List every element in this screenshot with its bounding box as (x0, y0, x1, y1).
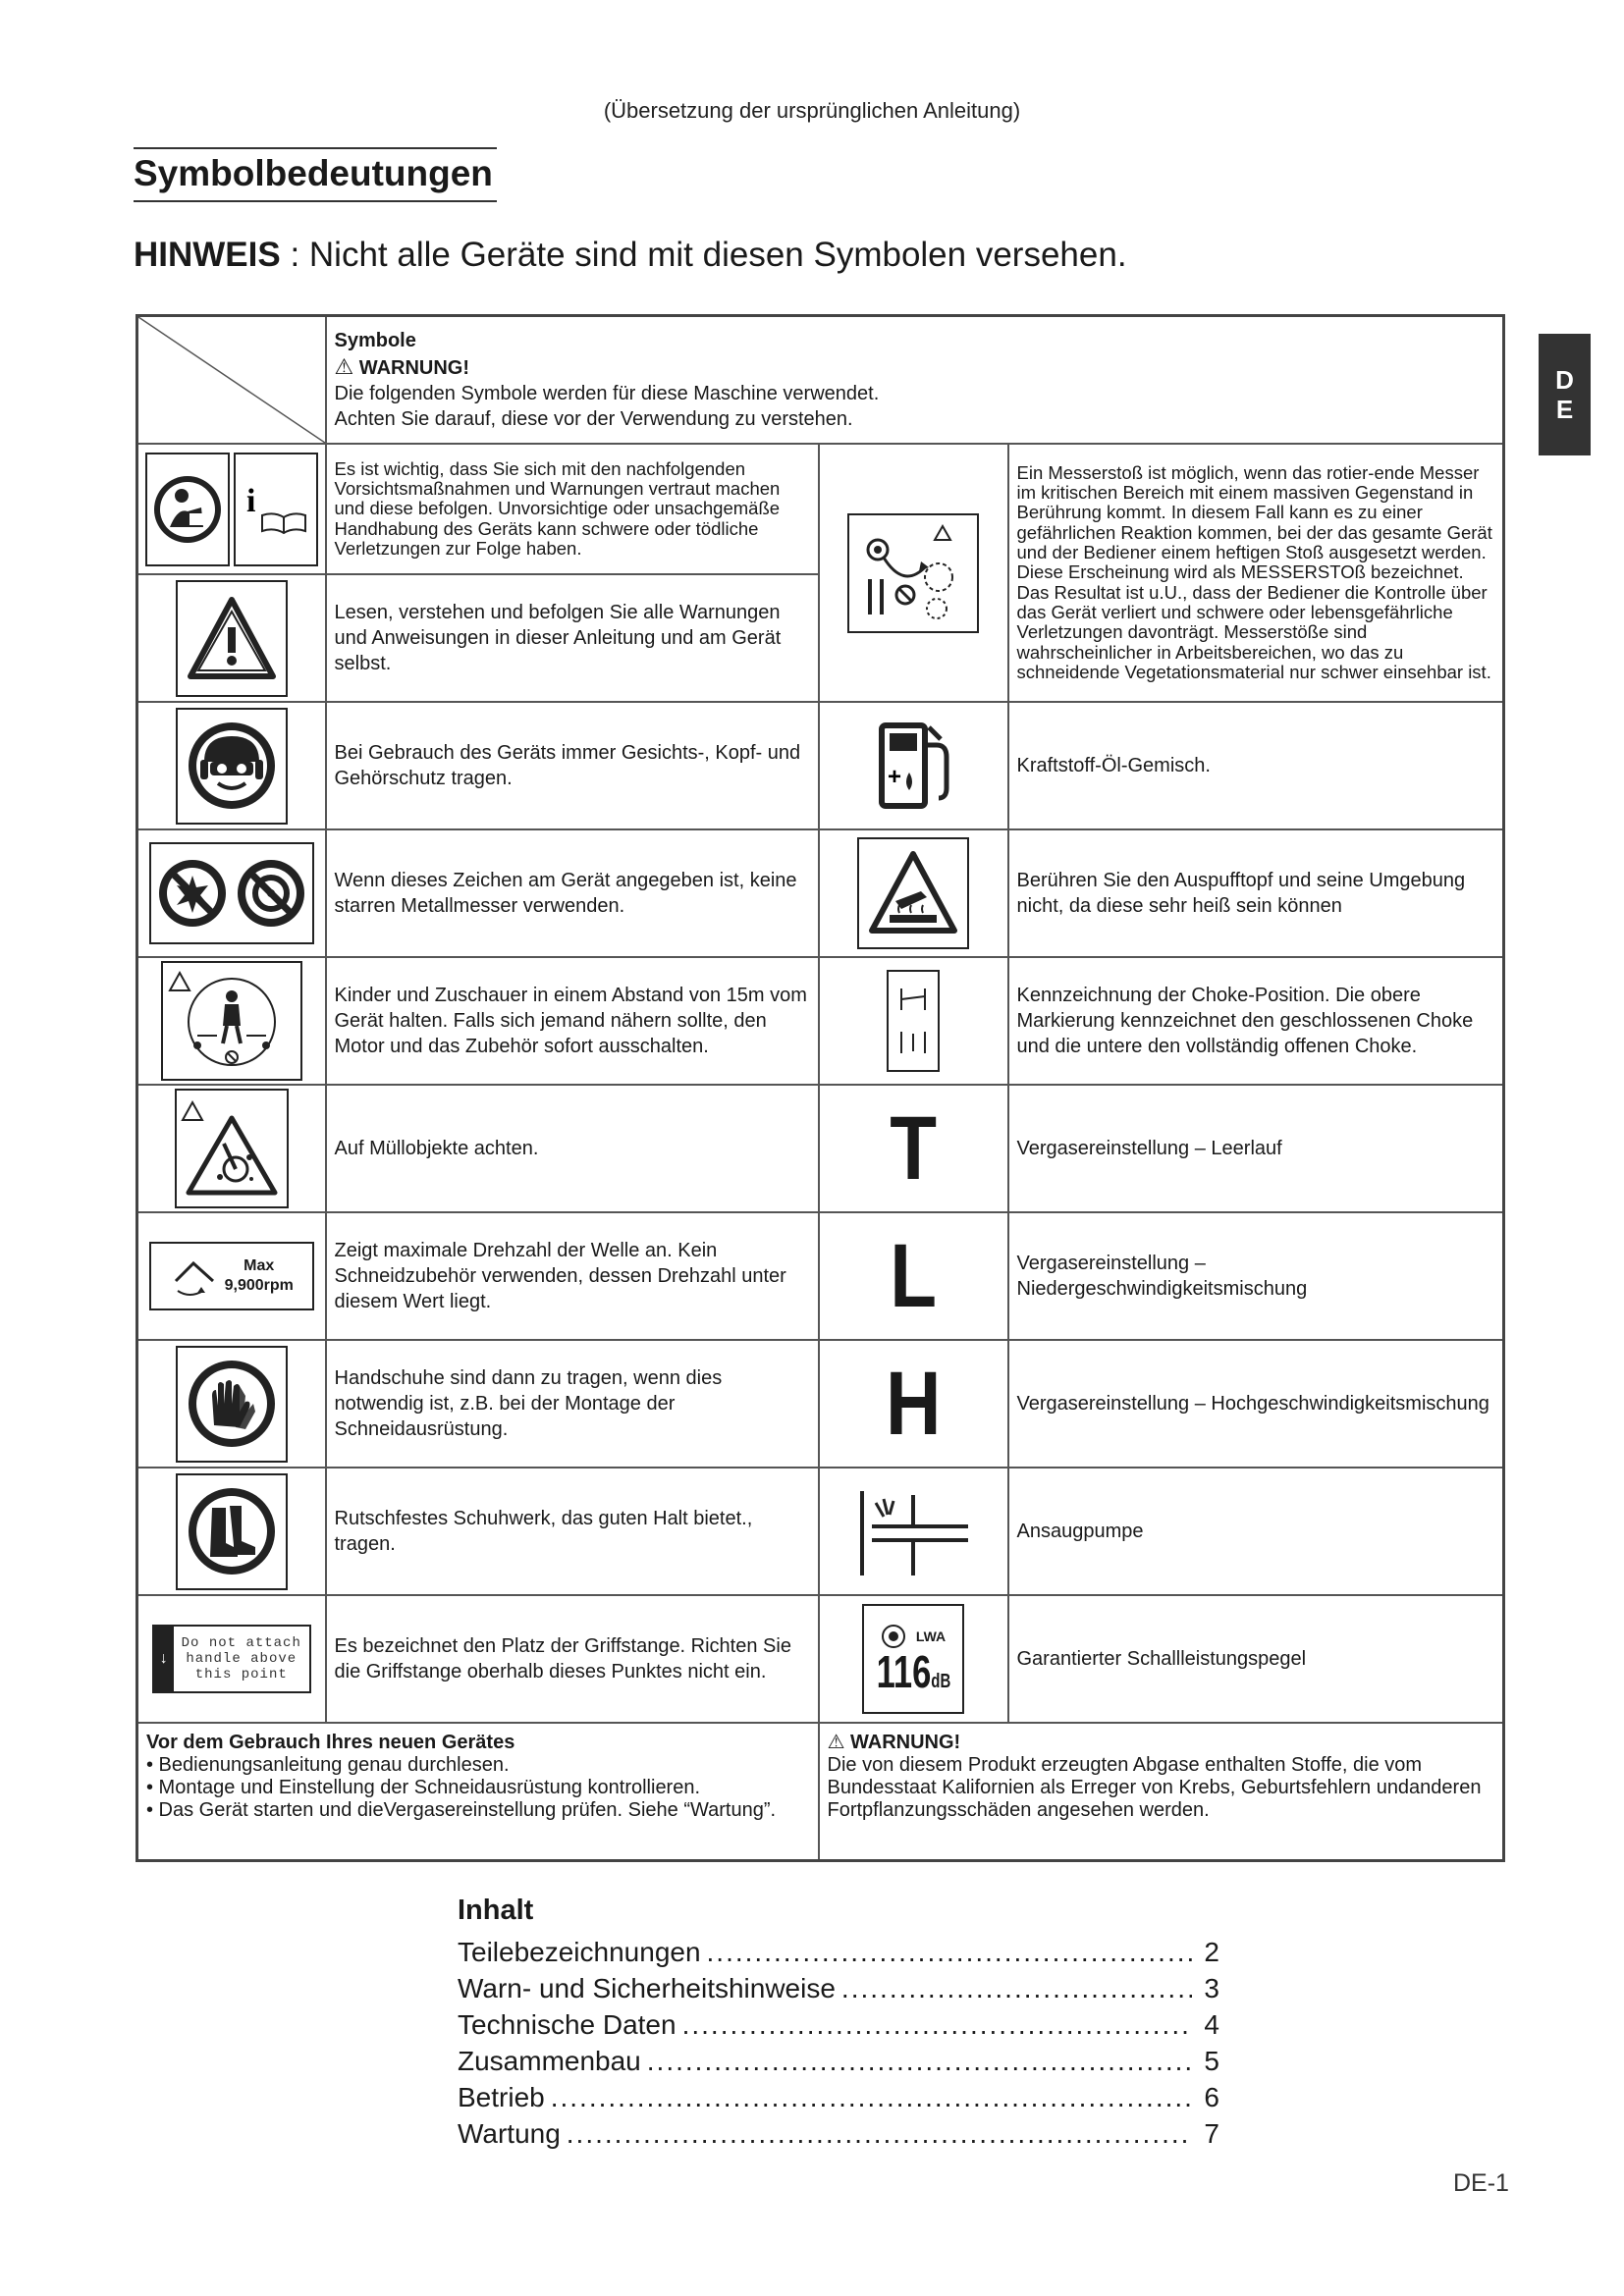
metal-blade-text: Wenn dieses Zeichen am Gerät angegeben ist, keine starren Metallmesser verwenden. (326, 829, 819, 957)
lwa-label: LWA (915, 1628, 947, 1644)
tag-line-1: Do not attach (181, 1635, 301, 1651)
toc-entry-label: Technische Daten (458, 2009, 677, 2040)
sound-icon-cell (819, 1595, 1008, 1723)
primer-text: Ansaugpumpe (1008, 1468, 1504, 1595)
before-use-item: • Das Gerät starten und dieVergasereinstellung prüfen. Siehe “Wartung”. (146, 1799, 777, 1821)
high-speed-letter-icon: H (885, 1354, 942, 1454)
toc-entry-page: 2 (1204, 1937, 1219, 1967)
max-speed-icon-cell (137, 1212, 326, 1340)
high-speed-icon-cell (819, 1340, 1008, 1468)
primer-icon-cell (819, 1468, 1008, 1595)
db-value: 116 (876, 1646, 931, 1697)
california-warning-label: WARNUNG! (850, 1732, 961, 1753)
header-line-1: Die folgenden Symbole werden für diese Maschine verwendet. (334, 383, 880, 405)
table-bottom-row (137, 1723, 1504, 1860)
table-header-text (326, 316, 1504, 445)
table-header-row (137, 316, 1504, 445)
language-tab (1539, 334, 1591, 455)
table-row (137, 957, 1504, 1085)
protection-text: Bei Gebrauch des Geräts immer Gesichts-, Kopf- und Gehörschutz tragen. (326, 702, 819, 829)
before-use-title: Vor dem Gebrauch Ihres neuen Gerätes (146, 1732, 515, 1753)
read-manual-icon (145, 453, 230, 566)
boots-icon-cell (137, 1468, 326, 1595)
warnings-text: Lesen, verstehen und befolgen Sie alle Warnungen und Anweisungen in dieser Anleitung und am Gerät selbst. (326, 574, 819, 702)
symbols-label: Symbole (334, 329, 416, 351)
hot-surface-text: Berühren Sie den Auspufftopf und seine Umgebung nicht, da diese sehr heiß sein können (1008, 829, 1504, 957)
header-warning-label: WARNUNG! (358, 356, 470, 379)
table-row (137, 1468, 1504, 1595)
idle-icon-cell (819, 1085, 1008, 1212)
california-warning-text: Die von diesem Produkt erzeugten Abgase enthalten Stoffe, die vom Bundesstaat Kalifornien als Erreger von Krebs, Geburtsfehlern undanderen Fortpflanzungsschäden angesehen werden. (827, 1754, 1482, 1821)
metal-blade-icon-cell (137, 829, 326, 957)
idle-text: Vergasereinstellung – Leerlauf (1008, 1085, 1504, 1212)
toc-leader-dots (567, 2118, 1192, 2150)
primer-pump-icon (854, 1476, 972, 1584)
kickback-icon (847, 513, 979, 633)
handle-tag-icon (152, 1625, 311, 1693)
diagonal-line (138, 317, 325, 443)
table-row (137, 1340, 1504, 1468)
sound-level-icon (862, 1604, 964, 1714)
toc-entry[interactable] (458, 2046, 1219, 2082)
debris-icon-cell (137, 1085, 326, 1212)
toc-entry[interactable] (458, 2082, 1219, 2118)
debris-text: Auf Müllobjekte achten. (326, 1085, 819, 1212)
kickback-text: Ein Messerstoß ist möglich, wenn das rotier-ende Messer im kritischen Bereich mit einem massiven Gegenstand in Berührung kommt. In diesem Fall kann es zu einer gefährlichen Reaktion kommen, bei der das gesamte Gerät und der Bediener einem heftigen Stoß ausgesetzt werden. Diese Erscheinung wird als MESSERSTOß bezeichnet. Das Resultat ist u.U., dass der Bediener die Kontrolle über das Gerät verliert und schwere oder lebensgefährliche Verletzungen davonträgt. Messerstöße sind wahrscheinlicher in Arbeitsbereichen, wo das zu schneidende Vegetationsmaterial nur schwer einsehbar ist. (1008, 444, 1504, 702)
debris-icon (175, 1089, 289, 1208)
notice-label: HINWEIS (134, 236, 281, 274)
max-speed-icon (149, 1242, 314, 1310)
high-speed-text: Vergasereinstellung – Hochgeschwindigkeitsmischung (1008, 1340, 1504, 1468)
table-row (137, 1212, 1504, 1340)
max-speed-text: Zeigt maximale Drehzahl der Welle an. Kein Schneidzubehör verwenden, dessen Drehzahl unter diesem Wert liegt. (326, 1212, 819, 1340)
table-row (137, 702, 1504, 829)
toc-leader-dots (841, 1973, 1192, 2004)
toc-entry-page: 3 (1204, 1973, 1219, 2003)
manual-icon-cell (137, 444, 326, 574)
toc-entry-label: Wartung (458, 2118, 561, 2149)
toc-entry-page: 7 (1204, 2118, 1219, 2149)
bystander-icon-cell (137, 957, 326, 1085)
fuel-icon-cell (819, 702, 1008, 829)
warning-icon-cell (137, 574, 326, 702)
hot-surface-icon-cell (819, 829, 1008, 957)
manual-text: Es ist wichtig, dass Sie sich mit den nachfolgenden Vorsichtsmaßnahmen und Warnungen vertraut machen und diese befolgen. Unvorsichtige oder unsachgemäße Handhabung des Geräts kann schwere oder tödliche Verletzungen zur Folge haben. (326, 444, 819, 574)
max-label: Max (244, 1257, 275, 1274)
toc-entry-page: 6 (1204, 2082, 1219, 2112)
kickback-icon-cell (819, 444, 1008, 702)
low-speed-text: Vergasereinstellung – Niedergeschwindigkeitsmischung (1008, 1212, 1504, 1340)
shaft-speed-icon (170, 1252, 219, 1301)
svg-text:+: + (888, 764, 902, 790)
low-speed-letter-icon: L (890, 1226, 937, 1326)
tag-arrow: ↓ (154, 1627, 174, 1691)
before-use-item: • Montage und Einstellung der Schneidausrüstung kontrollieren. (146, 1777, 701, 1798)
choke-icon (887, 970, 940, 1072)
gloves-icon-cell (137, 1340, 326, 1468)
notice (134, 236, 1127, 275)
sound-text: Garantierter Schallleistungspegel (1008, 1595, 1504, 1723)
toc-entry-label: Warn- und Sicherheitshinweise (458, 1973, 836, 2003)
bystander-distance-icon (161, 961, 302, 1081)
warning-triangle-icon (176, 580, 288, 697)
lang-tab-letter-1: D (1555, 365, 1574, 395)
choke-text: Kennzeichnung der Choke-Position. Die obere Markierung kennzeichnet den geschlossenen Choke und die untere den vollständig offenen Choke. (1008, 957, 1504, 1085)
helmet-protection-icon (176, 708, 288, 825)
handle-icon-cell (137, 1595, 326, 1723)
toc-title: Inhalt (458, 1895, 534, 1926)
db-unit: dB (930, 1671, 950, 1692)
fuel-text: Kraftstoff-Öl-Gemisch. (1008, 702, 1504, 829)
table-row (137, 444, 1504, 574)
table-row (137, 1085, 1504, 1212)
info-book-icon (234, 453, 318, 566)
toc-leader-dots (647, 2046, 1192, 2077)
rpm-label: 9,900rpm (224, 1277, 294, 1294)
protection-icon-cell (137, 702, 326, 829)
tag-line-3: this point (194, 1667, 288, 1682)
page-number: DE-1 (1453, 2169, 1509, 2197)
gloves-icon (176, 1346, 288, 1463)
low-speed-icon-cell (819, 1212, 1008, 1340)
toc-entry-label: Teilebezeichnungen (458, 1937, 701, 1967)
no-metal-blade-icon (149, 842, 314, 944)
toc-leader-dots (551, 2082, 1192, 2113)
toc-leader-dots (682, 2009, 1192, 2041)
notice-text: : Nicht alle Geräte sind mit diesen Symbolen versehen. (280, 236, 1127, 274)
toc-entry[interactable] (458, 1937, 1219, 1973)
california-warning-heading (828, 1732, 1495, 1754)
warning-triangle-icon: ⚠ (827, 1732, 845, 1753)
symbol-table (135, 314, 1505, 1862)
toc-entry[interactable] (458, 1973, 1219, 2009)
toc-leader-dots (707, 1937, 1192, 1968)
toc-entry[interactable] (458, 2118, 1219, 2155)
header-warning (335, 353, 1495, 382)
boots-icon (176, 1473, 288, 1590)
toc-entry[interactable] (458, 2009, 1219, 2046)
warning-triangle-icon: ⚠ (334, 353, 354, 379)
section-title: Symbolbedeutungen (134, 147, 497, 202)
table-row (137, 1595, 1504, 1723)
lang-tab-letter-2: E (1555, 395, 1574, 424)
tag-line-2: handle above (186, 1651, 298, 1667)
toc-entry-label: Zusammenbau (458, 2046, 641, 2076)
translation-note: (Übersetzung der ursprünglichen Anleitung) (603, 98, 1021, 123)
svg-text:i: i (245, 482, 256, 519)
header-line-2: Achten Sie darauf, diese vor der Verwendung zu verstehen. (334, 408, 853, 431)
hot-surface-icon (857, 837, 969, 949)
before-use-cell (137, 1723, 819, 1860)
before-use-item: • Bedienungsanleitung genau durchlesen. (146, 1754, 510, 1776)
idle-letter-icon: T (890, 1098, 937, 1199)
toc-entry-label: Betrieb (458, 2082, 545, 2112)
table-of-contents (458, 1895, 1219, 2155)
handle-text: Es bezeichnet den Platz der Griffstange. Richten Sie die Griffstange oberhalb dieses Punktes nicht ein. (326, 1595, 819, 1723)
header-diagonal-cell (137, 316, 326, 445)
toc-entry-page: 5 (1204, 2046, 1219, 2076)
california-warning-cell (819, 1723, 1504, 1860)
toc-entry-page: 4 (1204, 2009, 1219, 2040)
table-row (137, 829, 1504, 957)
bystander-text: Kinder und Zuschauer in einem Abstand von 15m vom Gerät halten. Falls sich jemand nähern sollte, den Motor und das Zubehör sofort ausschalten. (326, 957, 819, 1085)
gloves-text: Handschuhe sind dann zu tragen, wenn dies notwendig ist, z.B. bei der Montage der Schneidausrüstung. (326, 1340, 819, 1468)
choke-icon-cell (819, 957, 1008, 1085)
fuel-pump-icon (859, 711, 967, 819)
boots-text: Rutschfestes Schuhwerk, das guten Halt bietet., tragen. (326, 1468, 819, 1595)
